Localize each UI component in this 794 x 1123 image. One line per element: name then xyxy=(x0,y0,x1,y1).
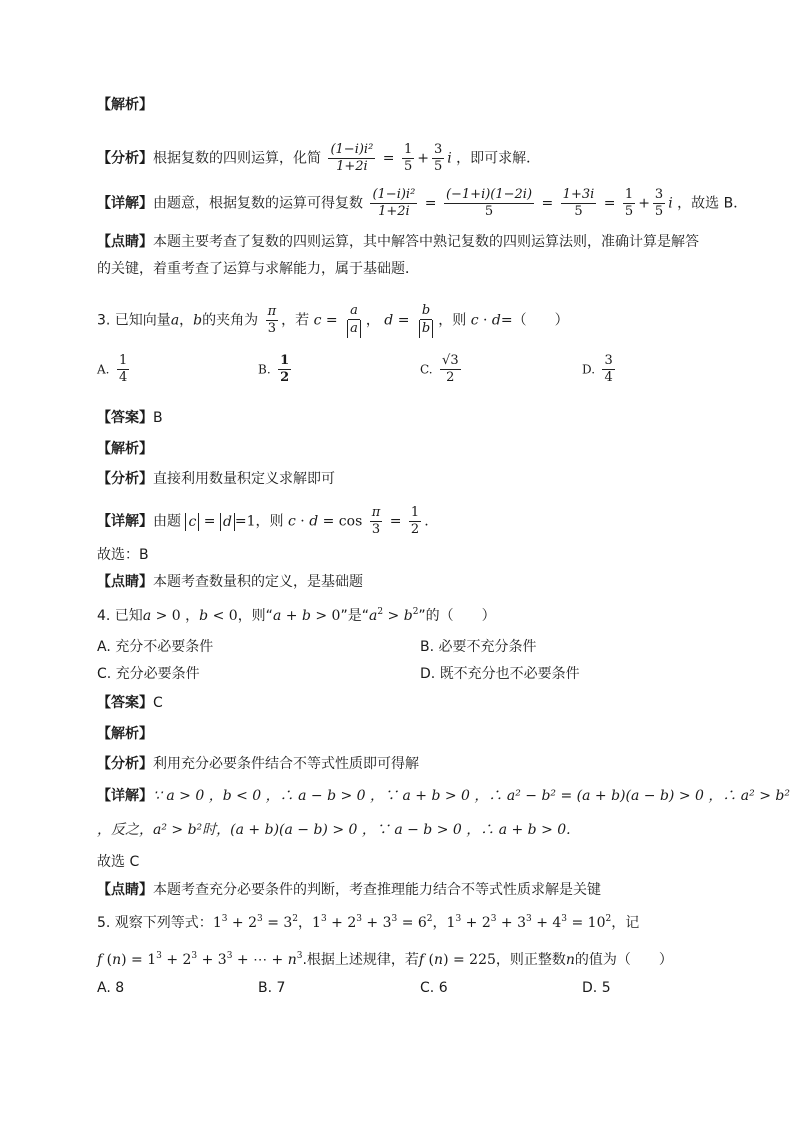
jiexi-heading: 【解析】 xyxy=(97,97,153,113)
q4-jiexi: 【解析】 xyxy=(97,726,153,742)
dianjing-line-1: 【点睛】本题主要考查了复数的四则运算，其中解答中熟记复数的四则运算法则，准确计算是解答 xyxy=(97,234,699,250)
dianjing-line-2: 的关键，着重考查了运算与求解能力，属于基础题． xyxy=(97,261,419,277)
q4-option-d: D. 既不充分也不必要条件 xyxy=(420,666,580,682)
q4-xiangjie-1: 【详解】∵ a > 0 ，b < 0 ，∴ a − b > 0 ，∵ a + b > 0 ，∴ a² − b² = (a + b)(a − b) > 0 ，∴ a² > b² xyxy=(97,788,790,804)
q4-option-a: A. 充分不必要条件 xyxy=(97,639,214,655)
xj-fraction-1: $\frac{\text{(1−i)i²}}{1+2i}$ xyxy=(372,187,416,219)
xiangjie-line: 【详解】由题意，根据复数的运算可得复数 $\frac{\text{(1−i)i²}}{1+2i}$ = $\frac{(-1+i)(1-2i)}{5}$ = $\frac{1+3i}{5}$ = $\frac{1}{5}$ + $\frac{3}{5}$ i ，故选 B． xyxy=(97,187,748,219)
q4-option-b: B. 必要不充分条件 xyxy=(420,639,537,655)
q3-option-c: C. $\frac{√3}{2}$ xyxy=(420,353,459,385)
q4-option-c: C. 充分必要条件 xyxy=(97,666,200,682)
q5-option-d: D. 5 xyxy=(582,980,611,996)
q3-option-b: B. $\frac{1}{2}$ xyxy=(258,353,290,385)
q3-jiexi: 【解析】 xyxy=(97,441,153,457)
q3-d-def: $\frac{b}{b}$ xyxy=(417,303,435,338)
fenxi-fraction-3: $\frac{3}{5}$ xyxy=(433,142,443,174)
q4-stem: 4. 已知a > 0 ，b < 0，则“a + b > 0”是“$a^2 > b^2$”的（ ） xyxy=(97,607,496,624)
xj-fraction-2: $\frac{(-1+i)(1-2i)}{5}$ xyxy=(445,187,533,219)
q3-c-def: $\frac{a}{a}$ xyxy=(345,303,363,338)
q3-answer: 【答案】B xyxy=(97,410,163,426)
q3-result-fraction: $\frac{1}{2}$ xyxy=(410,505,420,537)
q3-pi-fraction: $\frac{\pi}{3}$ xyxy=(267,304,277,336)
q4-dianjing: 【点睛】本题考查充分必要条件的判断，考查推理能力结合不等式性质求解是关键 xyxy=(97,882,601,898)
xj-fraction-5: $\frac{3}{5}$ xyxy=(654,187,664,219)
q4-fenxi: 【分析】利用充分必要条件结合不等式性质即可得解 xyxy=(97,756,419,772)
q5-stem-1: 5. 观察下列等式：$1^3 + 2^3 = 3^2$，$1^3 + 2^3 + 3^3 = 6^2$，$1^3 + 2^3 + 3^3 + 4^3 = 10^2$，记 xyxy=(97,914,640,931)
q5-option-b: B. 7 xyxy=(258,980,286,996)
xj-fraction-4: $\frac{1}{5}$ xyxy=(624,187,634,219)
q5-option-a: A. 8 xyxy=(97,980,125,996)
q3-option-d: D. $\frac{3}{4}$ xyxy=(582,353,613,385)
fenxi-text: 根据复数的四则运算，化简 xyxy=(153,150,321,167)
fenxi-line: 【分析】根据复数的四则运算，化简 $\frac{\text{(1−i)i²}}{1+2i}$ = $\frac{1}{5}$ + $\frac{3}{5}$ i ，即可求解． xyxy=(97,142,541,174)
xj-fraction-3: $\frac{1+3i}{5}$ xyxy=(562,187,595,219)
q4-guxuan: 故选 C xyxy=(97,854,140,870)
q3-fenxi: 【分析】直接利用数量积定义求解即可 xyxy=(97,471,335,487)
xiangjie-tag: 【详解】 xyxy=(97,195,153,212)
fenxi-tag: 【分析】 xyxy=(97,150,153,167)
q4-answer: 【答案】C xyxy=(97,695,163,711)
q3-option-a: A. $\frac{1}{4}$ xyxy=(97,353,128,385)
q5-option-c: C. 6 xyxy=(420,980,448,996)
fenxi-fraction: $\frac{\text{(1−i)i²}}{1+2i}$ xyxy=(330,142,374,174)
q3-guxuan: 故选：B xyxy=(97,547,149,563)
q4-xiangjie-2: ，反之，a² > b²时，(a + b)(a − b) > 0 ，∵ a − b > 0 ，∴ a + b > 0. xyxy=(97,822,571,838)
q5-stem-2: f $(n) = 1^3 + 2^3 + 3^3$ + ⋯ + $n^3$.根据上述规律，若f (n) = 225，则正整数n的值为（ ） xyxy=(97,951,673,968)
q3-stem: 3. 已知向量a，b的夹角为 $\frac{\pi}{3}$ ，若 c = $\frac{a}{a}$ ， d = $\frac{b}{b}$ ，则 c · d=（ ） xyxy=(97,303,569,336)
q3-xiangjie: 【详解】由题 c = d =1，则 c · d = cos $\frac{\pi}{3}$ = $\frac{1}{2}$ . xyxy=(97,505,429,537)
fenxi-fraction-2: $\frac{1}{5}$ xyxy=(403,142,413,174)
q3-dianjing: 【点睛】本题考查数量积的定义，是基础题 xyxy=(97,574,363,590)
